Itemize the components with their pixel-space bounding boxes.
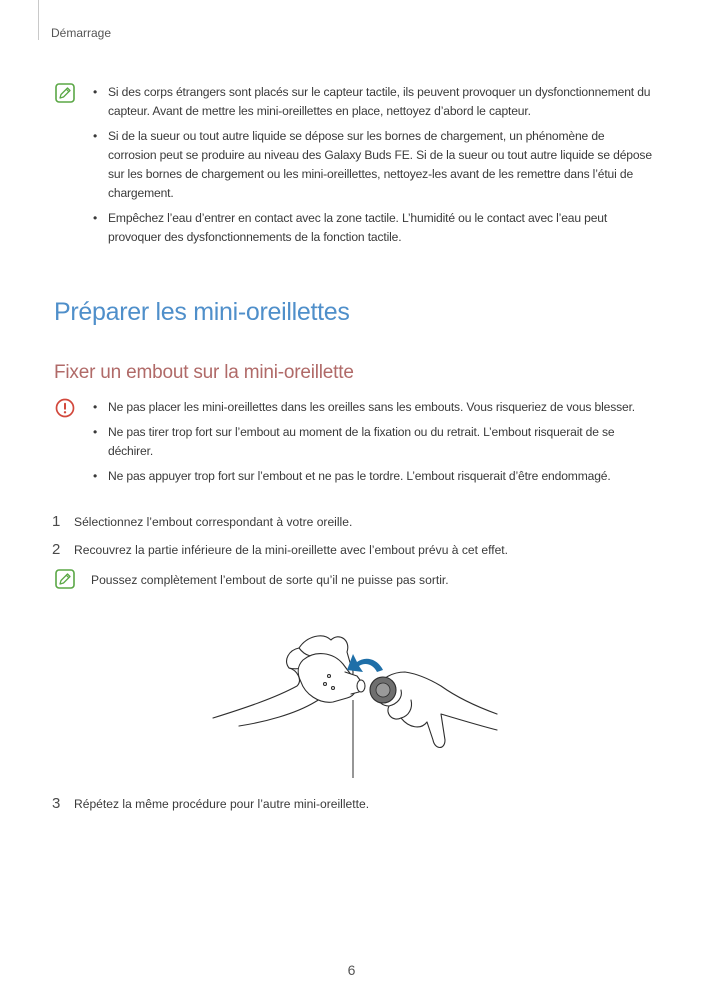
section-title: Préparer les mini-oreillettes: [54, 298, 350, 326]
direction-arrow-icon: [347, 654, 383, 672]
step-number: 1: [52, 513, 61, 530]
earbud-tip-illustration: [205, 610, 500, 780]
step-text: Répétez la même procédure pour l’autre mini-oreillette.: [74, 797, 370, 811]
step-text: Sélectionnez l’embout correspondant à votre oreille.: [74, 515, 353, 529]
running-header: Démarrage: [51, 26, 112, 40]
note-bullet: • Si des corps étrangers sont placés sur le capteur tactile, ils peuvent provoquer un dysfonctionnement du capteur. Avant de mettre les mini-oreillettes en place, nettoyez d’abord le capteur.: [93, 83, 655, 121]
subsection-title: Fixer un embout sur la mini-oreillette: [54, 362, 354, 383]
step-1: [52, 513, 352, 530]
note-pencil-icon: [55, 569, 75, 589]
caution-bullet: • Ne pas placer les mini-oreillettes dans les oreilles sans les embouts. Vous risqueriez de vous blesser.: [93, 398, 655, 417]
tip-text: Poussez complètement l’embout de sorte qu’il ne puisse pas sortir.: [91, 573, 449, 587]
caution-icon: [55, 398, 75, 418]
caution-bullet-list: [55, 398, 655, 486]
note-block: [55, 83, 655, 253]
caution-bullet: • Ne pas appuyer trop fort sur l’embout et ne pas le tordre. L’embout risquerait d’être endommagé.: [93, 467, 655, 486]
step-number: 2: [52, 541, 61, 558]
caution-bullet: • Ne pas tirer trop fort sur l’embout au moment de la fixation ou du retrait. L’embout risquerait de se déchirer.: [93, 423, 655, 461]
note-bullet-list: [55, 83, 655, 247]
step-3: [52, 795, 369, 812]
step-2: [52, 541, 508, 558]
note-pencil-icon: [55, 83, 75, 103]
step-number: 3: [52, 795, 61, 812]
caution-block: [55, 398, 655, 492]
page-number: 6: [347, 962, 356, 978]
note-bullet: • Si de la sueur ou tout autre liquide se dépose sur les bornes de chargement, un phénomène de corrosion peut se produire au niveau des Galaxy Buds FE. Si de la sueur ou tout autre liquide se dépose sur les bornes de chargement ou les mini-oreillettes, nettoyez-les avant de les remettre dans l’étui de chargement.: [93, 127, 655, 203]
margin-rule: [38, 0, 39, 40]
step-text: Recouvrez la partie inférieure de la mini-oreillette avec l’embout prévu à cet effet.: [74, 543, 509, 557]
note-bullet: • Empêchez l’eau d’entrer en contact avec la zone tactile. L’humidité ou le contact avec l’eau peut provoquer des dysfonctionnements de la fonction tactile.: [93, 209, 655, 247]
